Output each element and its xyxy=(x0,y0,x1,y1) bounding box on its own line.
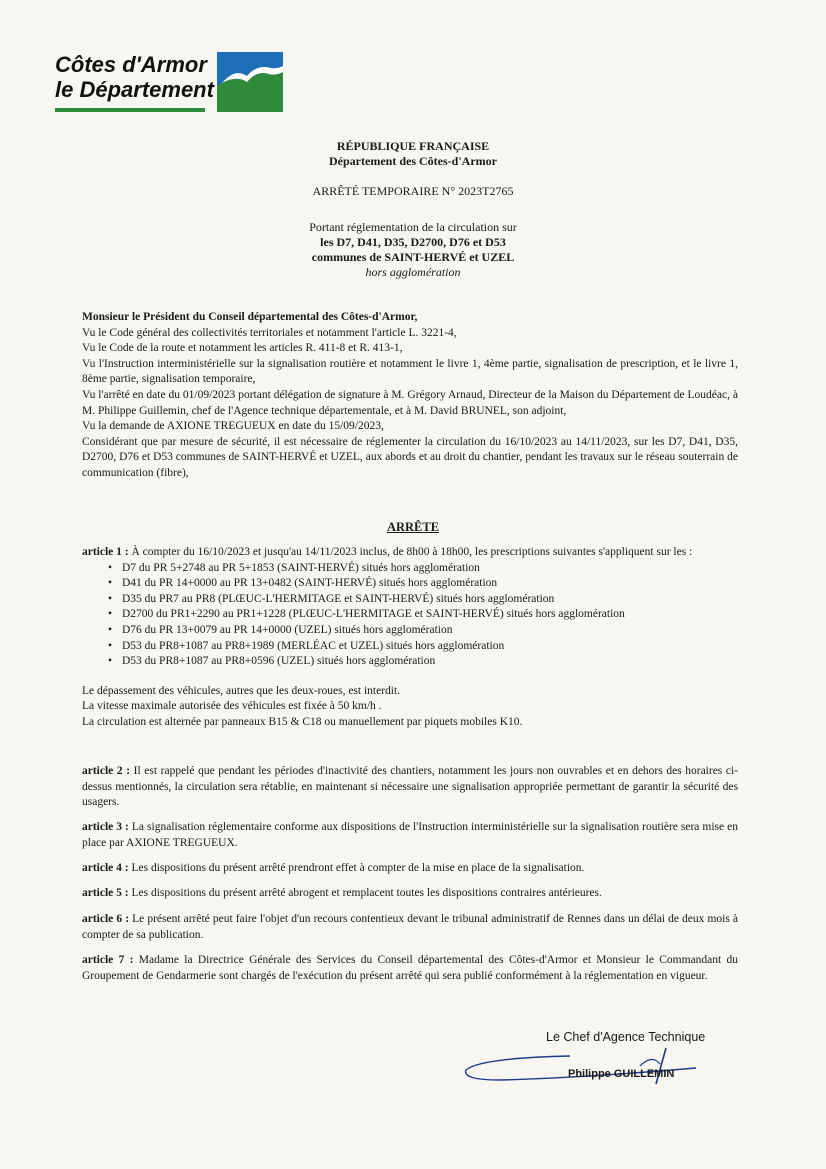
department-logo xyxy=(55,52,285,114)
road-item: • D2700 du PR1+2290 au PR1+1228 (PLŒUC-L'HERMITAGE et SAINT-HERVÉ) situés hors agglomération xyxy=(122,607,738,623)
logo-line-1: Côtes d'Armor xyxy=(55,52,207,77)
rule-alternating: La circulation est alternée par panneaux B15 & C18 ou manuellement par piquets mobiles K10. xyxy=(82,715,523,728)
article-7-text: Madame la Directrice Générale des Services du Conseil départemental des Côtes-d'Armor et Monsieur le Commandant du Groupement de Gendarmerie sont chargés de l'exécution du présent arrêté qui sera publié conformément à la réglementation en vigueur. xyxy=(82,954,738,982)
preamble xyxy=(82,310,738,482)
subject-line-1: Portant réglementation de la circulation sur xyxy=(309,220,517,234)
vu-line-4: Vu l'arrêté en date du 01/09/2023 portant délégation de signature à M. Grégory Arnaud, Directeur de la Maison du Département de Loudéac, à M. Philippe Guillemin, chef de l'Agence technique départementale, et à M. David BRUNEL, son adjoint, xyxy=(82,388,738,417)
road-item: • D53 du PR8+1087 au PR8+1989 (MERLÉAC et UZEL) situés hors agglomération xyxy=(122,639,738,655)
article-3 xyxy=(82,820,738,851)
article-4-label: article 4 : xyxy=(82,862,129,874)
subject-line-2: les D7, D41, D35, D2700, D76 et D53 xyxy=(320,235,506,249)
vu-line-1: Vu le Code général des collectivités territoriales et notamment l'article L. 3221-4, xyxy=(82,326,457,339)
rule-speed: La vitesse maximale autorisée des véhicules est fixée à 50 km/h . xyxy=(82,700,382,713)
department-heading: Département des Côtes-d'Armor xyxy=(329,154,497,168)
roads-list xyxy=(82,561,738,670)
article-6 xyxy=(82,912,738,943)
article-1 xyxy=(82,545,738,731)
article-1-text: À compter du 16/10/2023 et jusqu'au 14/11/2023 inclus, de 8h00 à 18h00, les prescriptions suivantes s'appliquent sur les : xyxy=(131,546,693,558)
article-2-label: article 2 : xyxy=(82,765,131,777)
subject-line-4: hors agglomération xyxy=(365,265,461,279)
signatory-title: Le Chef d'Agence Technique xyxy=(546,1030,706,1044)
article-5-text: Les dispositions du présent arrêté abrogent et remplacent toutes les dispositions contraires antérieures. xyxy=(131,887,602,899)
article-6-text: Le présent arrêté peut faire l'objet d'un recours contentieux devant le tribunal administratif de Rennes dans un délai de deux mois à compter de sa publication. xyxy=(82,913,738,941)
republic-heading: RÉPUBLIQUE FRANÇAISE xyxy=(336,139,490,153)
article-7-label: article 7 : xyxy=(82,954,134,966)
arrete-number: ARRÊTÉ TEMPORAIRE N° 2023T2765 xyxy=(312,184,514,198)
logo-wordmark xyxy=(55,52,214,102)
article-6-label: article 6 : xyxy=(82,913,130,925)
road-item: • D53 du PR8+1087 au PR8+0596 (UZEL) situés hors agglomération xyxy=(122,654,738,670)
vu-line-2: Vu le Code de la route et notamment les articles R. 411-8 et R. 413-1, xyxy=(82,342,403,355)
vu-line-5: Vu la demande de AXIONE TREGUEUX en date du 15/09/2023, xyxy=(82,420,384,433)
article-7 xyxy=(82,953,738,984)
subject-line-3: communes de SAINT-HERVÉ et UZEL xyxy=(311,250,515,264)
arrete-title: ARRÊTE xyxy=(386,520,440,534)
article-2 xyxy=(82,764,738,811)
article-5-label: article 5 : xyxy=(82,887,129,899)
road-item: • D41 du PR 14+0000 au PR 13+0482 (SAINT-HERVÉ) situés hors agglomération xyxy=(122,576,738,592)
rule-overtaking: Le dépassement des véhicules, autres que les deux-roues, est interdit. xyxy=(82,684,401,697)
handwritten-signature xyxy=(460,1046,700,1086)
president-line: Monsieur le Président du Conseil départemental des Côtes-d'Armor, xyxy=(82,311,418,323)
article-2-text: Il est rappelé que pendant les périodes d'inactivité des chantiers, notamment les jours non ouvrables et en dehors des horaires ci-dessus mentionnés, la circulation sera rétablie, en maintenant si nécessaire une signalisation appropriée permettant de garantir la sécurité des usagers. xyxy=(82,765,738,809)
logo-line-2: le Département xyxy=(55,77,214,102)
vu-line-3: Vu l'Instruction interministérielle sur la signalisation routière et notamment le livre 1, 4ème partie, signalisation de prescription, et le livre 1, 8ème partie, signalisation temporaire, xyxy=(82,357,738,386)
signatory-name: Philippe GUILLEMIN xyxy=(568,1068,675,1080)
article-3-label: article 3 : xyxy=(82,821,129,833)
article-3-text: La signalisation réglementaire conforme aux dispositions de l'Instruction interministérielle sur la signalisation routière sera mise en place par AXIONE TREGUEUX. xyxy=(82,821,738,849)
road-item: • D7 du PR 5+2748 au PR 5+1853 (SAINT-HERVÉ) situés hors agglomération xyxy=(122,561,738,577)
article-4 xyxy=(82,861,738,877)
considerant-line: Considérant que par mesure de sécurité, il est nécessaire de réglementer la circulation du 16/10/2023 au 14/11/2023, sur les D7, D41, D35, D2700, D76 et D53 communes de SAINT-HERVÉ et UZEL, aux abords et au droit du chantier, pendant les travaux sur le réseau souterrain de communication (fibre), xyxy=(82,435,738,479)
article-5 xyxy=(82,886,738,902)
road-item: • D35 du PR7 au PR8 (PLŒUC-L'HERMITAGE et SAINT-HERVÉ) situés hors agglomération xyxy=(122,592,738,608)
logo-emblem-icon xyxy=(217,52,283,112)
article-1-label: article 1 : xyxy=(82,546,129,558)
logo-green-underline xyxy=(55,108,205,112)
article-4-text: Les dispositions du présent arrêté prendront effet à compter de la mise en place de la signalisation. xyxy=(131,862,585,874)
road-item: • D76 du PR 13+0079 au PR 14+0000 (UZEL) situés hors agglomération xyxy=(122,623,738,639)
